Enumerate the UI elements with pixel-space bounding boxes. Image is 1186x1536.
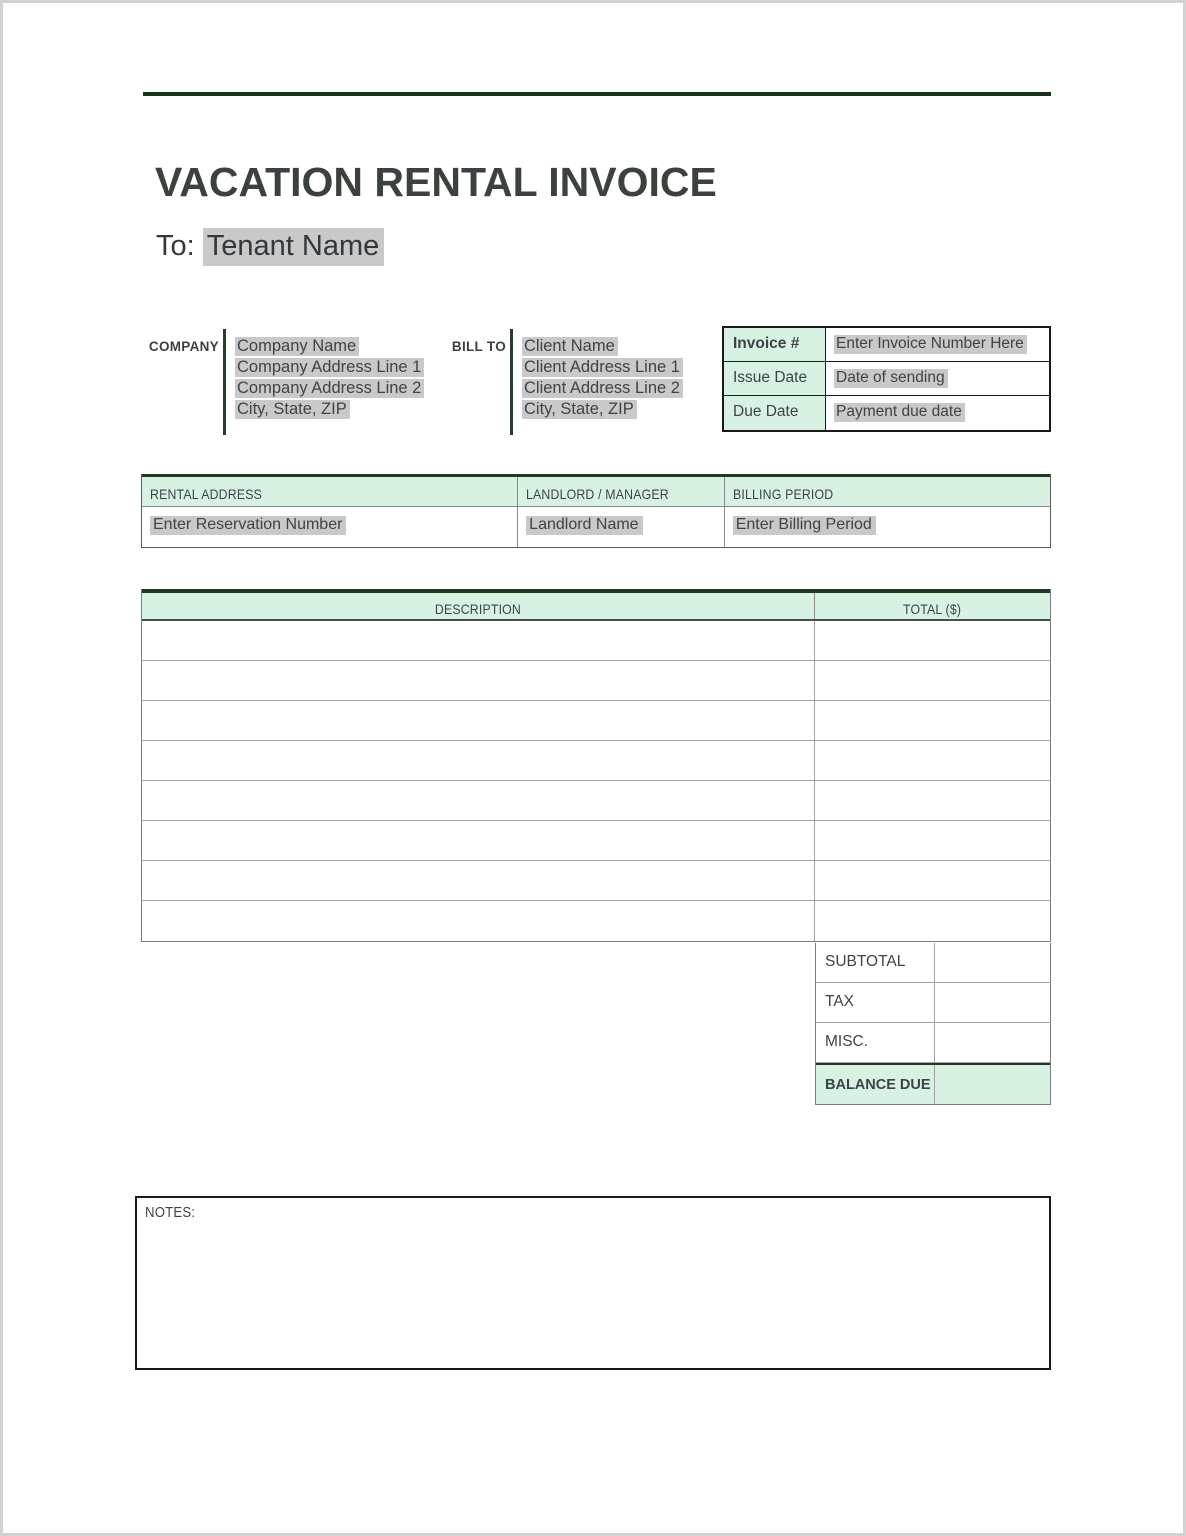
- item-row: [142, 741, 1050, 781]
- subtotal-row: [816, 943, 1050, 983]
- balance-due-label: BALANCE DUE: [816, 1065, 935, 1104]
- page-title: VACATION RENTAL INVOICE: [155, 159, 717, 205]
- description-header: DESCRIPTION: [142, 593, 815, 619]
- item-total-cell[interactable]: [815, 621, 1050, 660]
- invoice-meta-table: [722, 326, 1051, 432]
- item-total-cell[interactable]: [815, 861, 1050, 900]
- item-row: [142, 661, 1050, 701]
- tax-label: TAX: [816, 983, 935, 1022]
- bill-to-block: [431, 329, 683, 435]
- company-address: [223, 329, 424, 435]
- due-date-row: [724, 396, 1049, 430]
- item-row: [142, 781, 1050, 821]
- misc-row: [816, 1023, 1050, 1063]
- landlord-name-field[interactable]: Landlord Name: [526, 516, 642, 535]
- tenant-name-field[interactable]: Tenant Name: [203, 228, 385, 266]
- item-total-cell[interactable]: [815, 901, 1050, 941]
- item-description-cell[interactable]: [142, 861, 815, 900]
- company-city-field[interactable]: City, State, ZIP: [235, 400, 350, 419]
- line-items-header: [142, 589, 1050, 621]
- issue-date-row: [724, 362, 1049, 396]
- subtotal-label: SUBTOTAL: [816, 943, 935, 982]
- line-items-table: [141, 589, 1051, 942]
- tax-row: [816, 983, 1050, 1023]
- invoice-number-row: [724, 328, 1049, 362]
- totals-table: [815, 943, 1051, 1105]
- client-address2-field[interactable]: Client Address Line 2: [522, 379, 683, 398]
- client-city-field[interactable]: City, State, ZIP: [522, 400, 637, 419]
- item-total-cell[interactable]: [815, 821, 1050, 860]
- header-rule: [143, 92, 1051, 96]
- to-label: To:: [156, 230, 195, 262]
- item-row: [142, 901, 1050, 941]
- to-line: [156, 230, 384, 263]
- item-description-cell[interactable]: [142, 901, 815, 941]
- company-address2-field[interactable]: Company Address Line 2: [235, 379, 424, 398]
- item-total-cell[interactable]: [815, 741, 1050, 780]
- rental-info-values: [142, 507, 1050, 547]
- billing-period-header: BILLING PERIOD: [732, 486, 834, 502]
- tax-value-cell[interactable]: [935, 983, 1050, 1022]
- item-description-cell[interactable]: [142, 741, 815, 780]
- misc-label: MISC.: [816, 1023, 935, 1062]
- item-row: [142, 821, 1050, 861]
- landlord-manager-header: LANDLORD / MANAGER: [518, 477, 725, 506]
- issue-date-field[interactable]: Date of sending: [834, 369, 948, 388]
- due-date-field[interactable]: Payment due date: [834, 403, 965, 422]
- rental-info-header: [142, 474, 1050, 507]
- item-description-cell[interactable]: [142, 701, 815, 740]
- company-name-field[interactable]: Company Name: [235, 337, 359, 356]
- item-total-cell[interactable]: [815, 701, 1050, 740]
- total-header: TOTAL ($): [903, 601, 962, 617]
- item-total-cell[interactable]: [815, 661, 1050, 700]
- item-description-cell[interactable]: [142, 661, 815, 700]
- client-address1-field[interactable]: Client Address Line 1: [522, 358, 683, 377]
- company-address1-field[interactable]: Company Address Line 1: [235, 358, 424, 377]
- bill-to-address: [510, 329, 683, 435]
- client-name-field[interactable]: Client Name: [522, 337, 618, 356]
- reservation-number-field[interactable]: Enter Reservation Number: [150, 516, 346, 535]
- invoice-number-label: Invoice #: [724, 328, 826, 361]
- rental-info-table: [141, 474, 1051, 548]
- due-date-label: Due Date: [724, 396, 826, 430]
- item-description-cell[interactable]: [142, 781, 815, 820]
- notes-label: NOTES:: [145, 1204, 196, 1221]
- item-row: [142, 701, 1050, 741]
- company-block: [143, 329, 424, 435]
- issue-date-label: Issue Date: [724, 362, 826, 395]
- item-row: [142, 861, 1050, 901]
- billing-period-field[interactable]: Enter Billing Period: [733, 516, 876, 535]
- subtotal-value-cell[interactable]: [935, 943, 1050, 982]
- item-row: [142, 621, 1050, 661]
- balance-due-row: [816, 1063, 1050, 1104]
- notes-box[interactable]: [135, 1196, 1051, 1370]
- bill-to-label: BILL TO: [451, 339, 506, 354]
- item-total-cell[interactable]: [815, 781, 1050, 820]
- misc-value-cell[interactable]: [935, 1023, 1050, 1062]
- balance-due-value-cell[interactable]: [935, 1065, 1050, 1104]
- rental-address-header: RENTAL ADDRESS: [142, 477, 518, 506]
- invoice-number-field[interactable]: Enter Invoice Number Here: [834, 335, 1027, 354]
- company-label: COMPANY: [148, 339, 219, 354]
- item-description-cell[interactable]: [142, 621, 815, 660]
- item-description-cell[interactable]: [142, 821, 815, 860]
